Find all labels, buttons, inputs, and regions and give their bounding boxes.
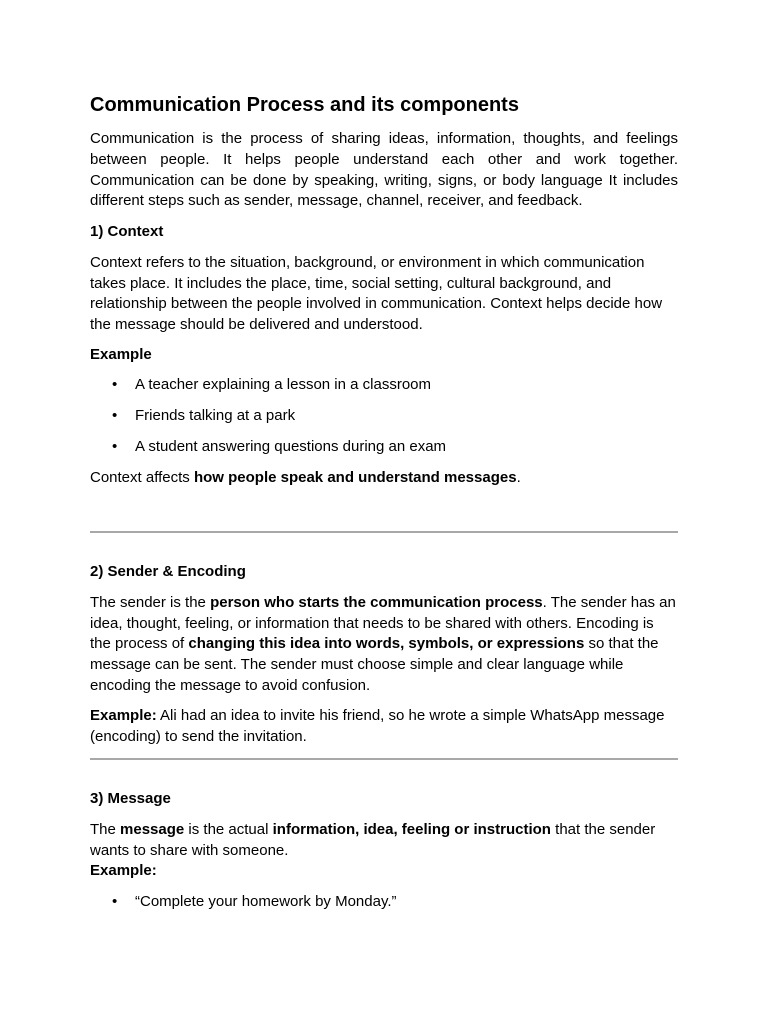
context-example-label: Example xyxy=(90,346,152,363)
sender-example-text: Ali had an idea to invite his friend, so he wrote a simple WhatsApp message (encoding) to send the invitation. xyxy=(90,707,665,745)
document-title: Communication Process and its components xyxy=(90,94,519,116)
bullet-icon: • xyxy=(112,893,118,910)
message-paragraph xyxy=(90,820,678,861)
summary-bold-text: how people speak and understand messages xyxy=(193,469,517,486)
sender-bold-text: changing this idea into words, symbols, or expressions xyxy=(188,635,585,653)
message-text: that the sender wants to share with someone. xyxy=(90,821,656,859)
list-item-text: Friends talking at a park xyxy=(135,407,296,424)
bullet-icon: • xyxy=(112,438,118,455)
message-example-label: Example: xyxy=(90,862,157,879)
intro-line: Communication is the process of sharing ideas, information, thoughts, and feelings xyxy=(90,130,678,147)
message-text: is the actual xyxy=(184,821,273,838)
section-divider xyxy=(90,531,678,533)
context-heading: 1) Context xyxy=(90,223,164,240)
sender-text: The sender is the xyxy=(90,594,211,611)
message-bold-text: information, idea, feeling or instruction xyxy=(272,821,551,838)
sender-example xyxy=(90,706,678,747)
intro-line: between people. It helps people understand each other and work together. xyxy=(90,151,678,168)
sender-example-label: Example: xyxy=(90,707,157,724)
section-divider xyxy=(90,758,678,760)
intro-line: Communication can be done by speaking, writing, signs, or body language It includes xyxy=(90,172,678,189)
bullet-icon: • xyxy=(112,376,118,393)
sender-bold-text: person who starts the communication process xyxy=(210,594,543,611)
list-item-text: A teacher explaining a lesson in a classroom xyxy=(135,376,432,393)
sender-text: . The sender has an idea, thought, feeling, or information that needs to be shared with others. Encoding is the process of xyxy=(90,594,676,653)
sender-paragraph xyxy=(90,593,678,697)
intro-line: different steps such as sender, message, channel, receiver, and feedback. xyxy=(90,192,583,209)
sender-text: so that the message can be sent. The sender must choose simple and clear language while encoding the message to avoid confusion. xyxy=(90,635,659,694)
context-paragraph: Context refers to the situation, background, or environment in which communication takes place. It includes the place, time, social setting, cultural background, and relationship between the people involved in communication. Context helps decide how the message should be delivered and understood. xyxy=(90,254,663,334)
bullet-icon: • xyxy=(112,407,118,424)
context-summary xyxy=(90,468,678,489)
list-item-text: “Complete your homework by Monday.” xyxy=(135,893,397,910)
summary-text-end: . xyxy=(516,469,521,486)
list-item-text: A student answering questions during an exam xyxy=(135,438,447,455)
summary-text: Context affects xyxy=(90,469,194,486)
message-bold-text: message xyxy=(120,821,185,838)
sender-heading: 2) Sender & Encoding xyxy=(90,563,246,580)
message-heading: 3) Message xyxy=(90,790,171,807)
message-text: The xyxy=(90,821,121,838)
